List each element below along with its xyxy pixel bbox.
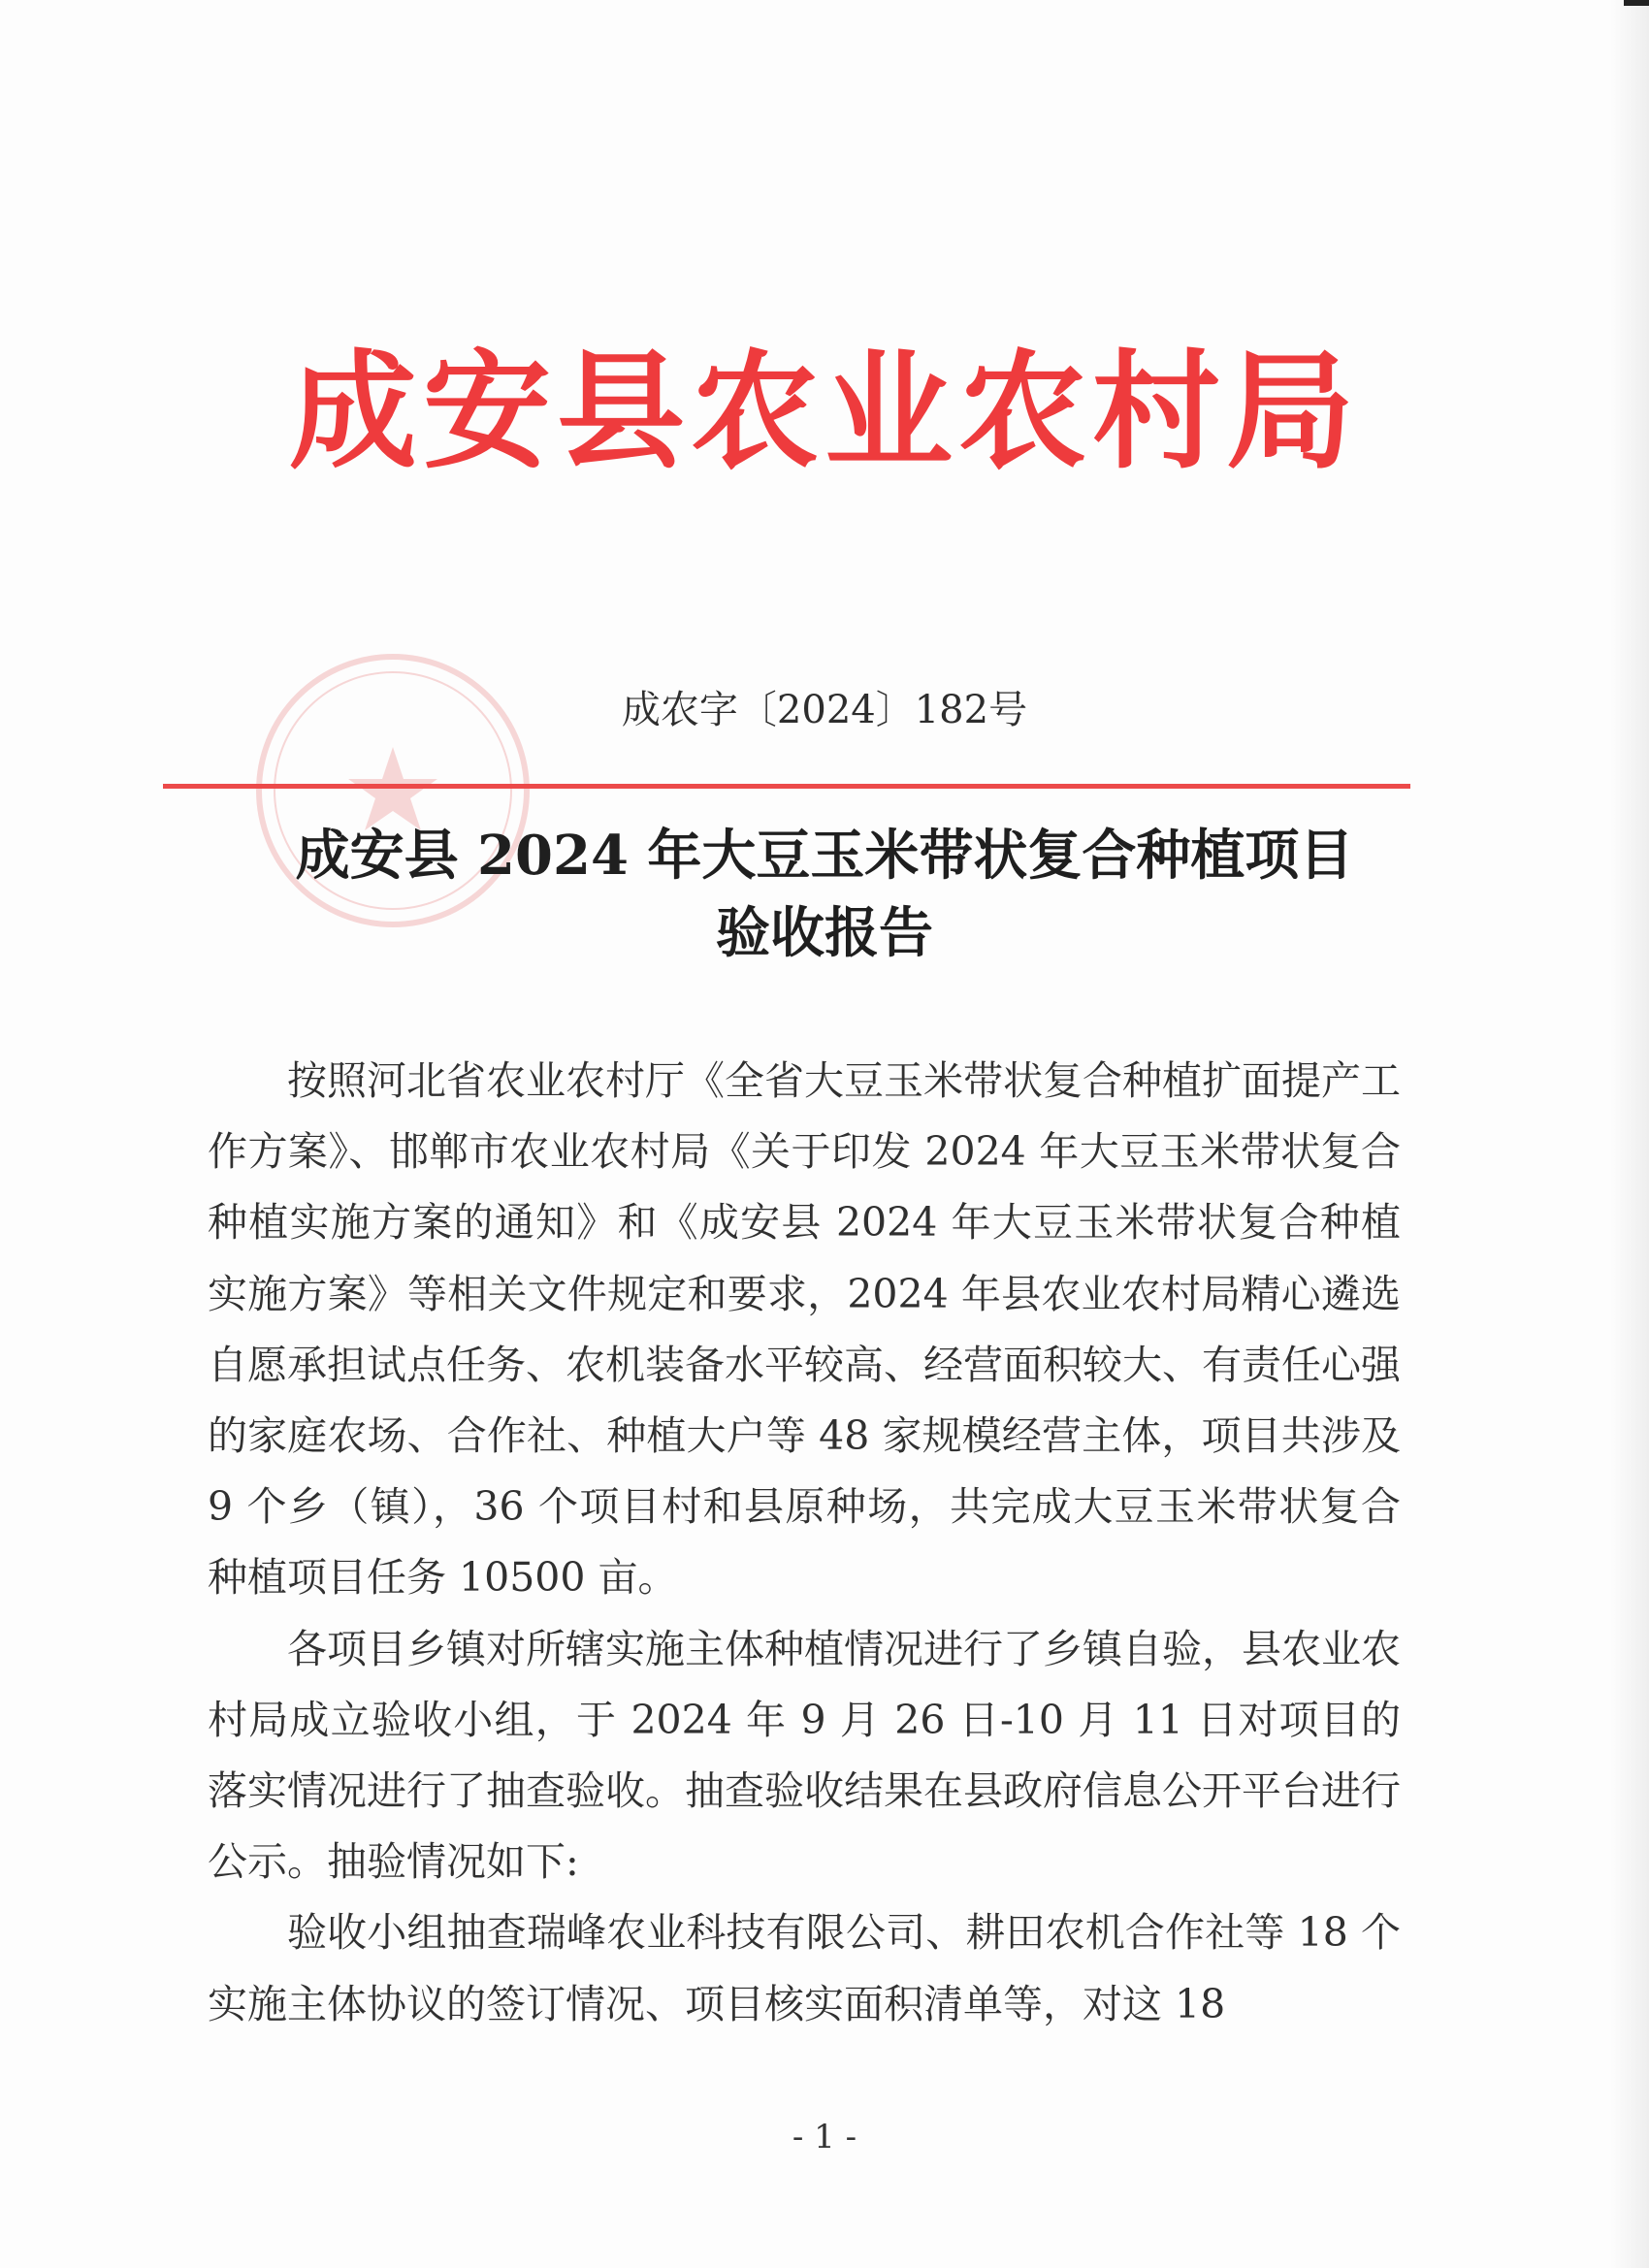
document-number: 成农字〔2024〕182号 <box>621 688 1028 732</box>
header-red-divider <box>163 784 1410 789</box>
body-paragraph-2: 各项目乡镇对所辖实施主体种植情况进行了乡镇自验，县农业农村局成立验收小组，于 2024 年 9 月 26 日-10 月 11 日对项目的落实情况进行了抽查验收。抽查验收结果在县政府信息公开平台进行公示。抽验情况如下: <box>208 1625 1401 1886</box>
body-paragraph-1: 按照河北省农业农村厅《全省大豆玉米带状复合种植扩面提产工作方案》、邯郸市农业农村局《关于印发 2024 年大豆玉米带状复合种植实施方案的通知》和《成安县 2024 年大豆玉米带状复合种植实施方案》等相关文件规定和要求，2024 年县农业农村局精心遴选自愿承担试点任务、农机装备水平较高、经营面积较大、有责任心强的家庭农场、合作社、种植大户等 48 家规模经营主体，项目共涉及 9 个乡（镇），36 个项目村和县原种场，共完成大豆玉米带状复合种植项目任务 10500 亩。 <box>208 1057 1401 1602</box>
scan-corner-mark <box>1624 0 1649 6</box>
report-title <box>0 817 1649 972</box>
issuing-organization-header: 成安县农业农村局 <box>289 338 1360 487</box>
report-title-line-2: 验收报告 <box>716 901 933 965</box>
body-paragraph-3: 验收小组抽查瑞峰农业科技有限公司、耕田农机合作社等 18 个实施主体协议的签订情况、项目核实面积清单等，对这 18 <box>208 1909 1401 2027</box>
page-number: - 1 - <box>792 2118 857 2156</box>
report-title-line-1: 成安县 2024 年大豆玉米带状复合种植项目 <box>295 824 1354 888</box>
body-text <box>208 1046 1401 2040</box>
